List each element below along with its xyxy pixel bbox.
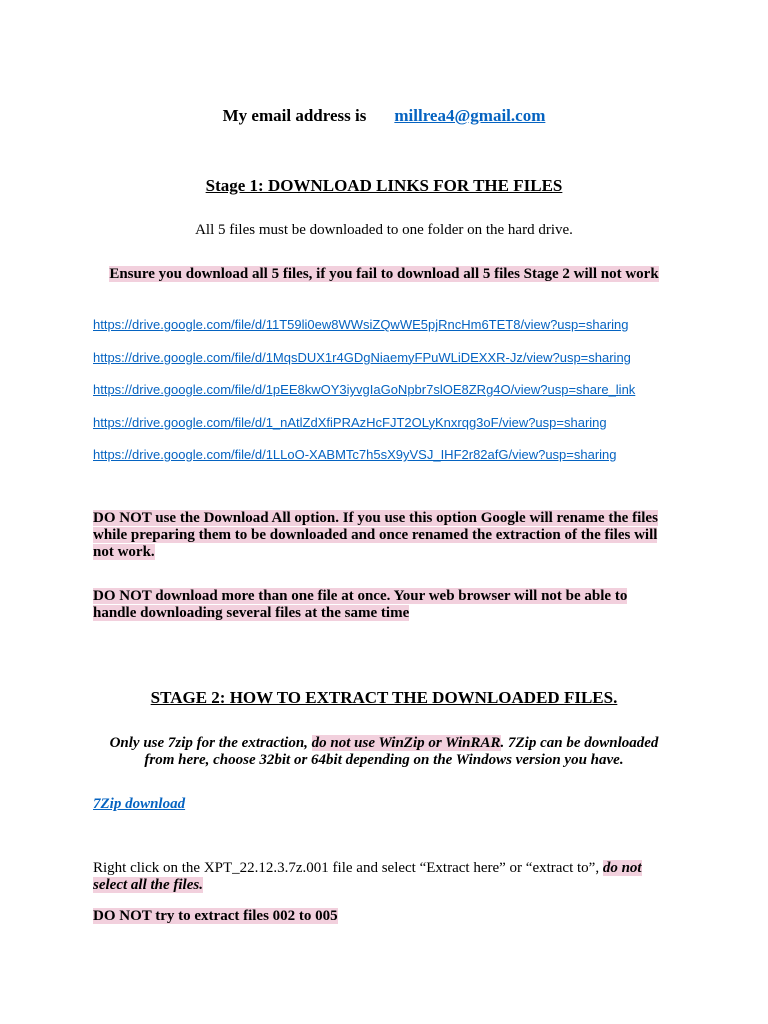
download-link-5[interactable]: https://drive.google.com/file/d/1LLoO-XABMTc7h5sX9yVSJ_IHF2r82afG/view?usp=sharing — [93, 447, 617, 462]
7zip-download-link[interactable]: 7Zip download — [93, 796, 186, 812]
stage1-heading: Stage 1: DOWNLOAD LINKS FOR THE FILES — [205, 176, 563, 195]
use-7zip-highlight: do not use WinZip or WinRAR — [311, 735, 501, 751]
zip-download — [93, 796, 185, 813]
download-link-2[interactable]: https://drive.google.com/file/d/1MqsDUX1r4GDgNiaemyFPuWLiDEXXR-Jz/view?usp=sharing — [93, 349, 631, 365]
ensure-warning-text: Ensure you download all 5 files, if you fail to download all 5 files Stage 2 will not work — [109, 266, 659, 282]
right-click-highlight: do not select all the files. — [93, 860, 642, 893]
no-extract-warning — [93, 908, 668, 925]
use-7zip-instruction — [93, 735, 675, 769]
use-7zip-prefix: Only use 7zip for the extraction, — [109, 735, 312, 751]
download-all-warning — [93, 510, 668, 561]
right-click-instruction — [93, 860, 668, 894]
download-links-list — [93, 316, 635, 479]
use-7zip-suffix: . 7Zip can be downloaded from here, choose 32bit or 64bit depending on the Windows version you have. — [144, 735, 659, 768]
email-label: My email address is — [222, 106, 367, 125]
stage2-heading: STAGE 2: HOW TO EXTRACT THE DOWNLOADED FILES. — [150, 688, 618, 707]
email-line — [0, 106, 768, 126]
right-click-prefix: Right click on the XPT_22.12.3.7z.001 file and select “Extract here” or “extract to”, — [93, 860, 603, 876]
download-link-3[interactable]: https://drive.google.com/file/d/1pEE8kwOY3iyvgIaGoNpbr7slOE8ZRg4O/view?usp=share_link — [93, 382, 636, 397]
download-link-1[interactable]: https://drive.google.com/file/d/11T59li0ew8WWsiZQwWE5pjRncHm6TET8/view?usp=sharing — [93, 317, 629, 332]
download-link-4[interactable]: https://drive.google.com/file/d/1_nAtlZdXfiPRAzHcFJT2OLyKnxrqg3oF/view?usp=sharing — [93, 414, 607, 430]
ensure-warning — [0, 266, 768, 283]
multiple-download-warning-text: DO NOT download more than one file at once. Your web browser will not be able to handle downloading several files at the same time — [93, 588, 628, 621]
no-extract-warning-text: DO NOT try to extract files 002 to 005 — [93, 908, 338, 924]
download-all-warning-text: DO NOT use the Download All option. If you use this option Google will rename the files while preparing them to be downloaded and once renamed the extraction of the files will not work. — [93, 510, 658, 560]
multiple-download-warning — [93, 588, 668, 622]
stage1-intro: All 5 files must be downloaded to one folder on the hard drive. — [195, 222, 573, 238]
email-link[interactable]: millrea4@gmail.com — [394, 106, 546, 125]
